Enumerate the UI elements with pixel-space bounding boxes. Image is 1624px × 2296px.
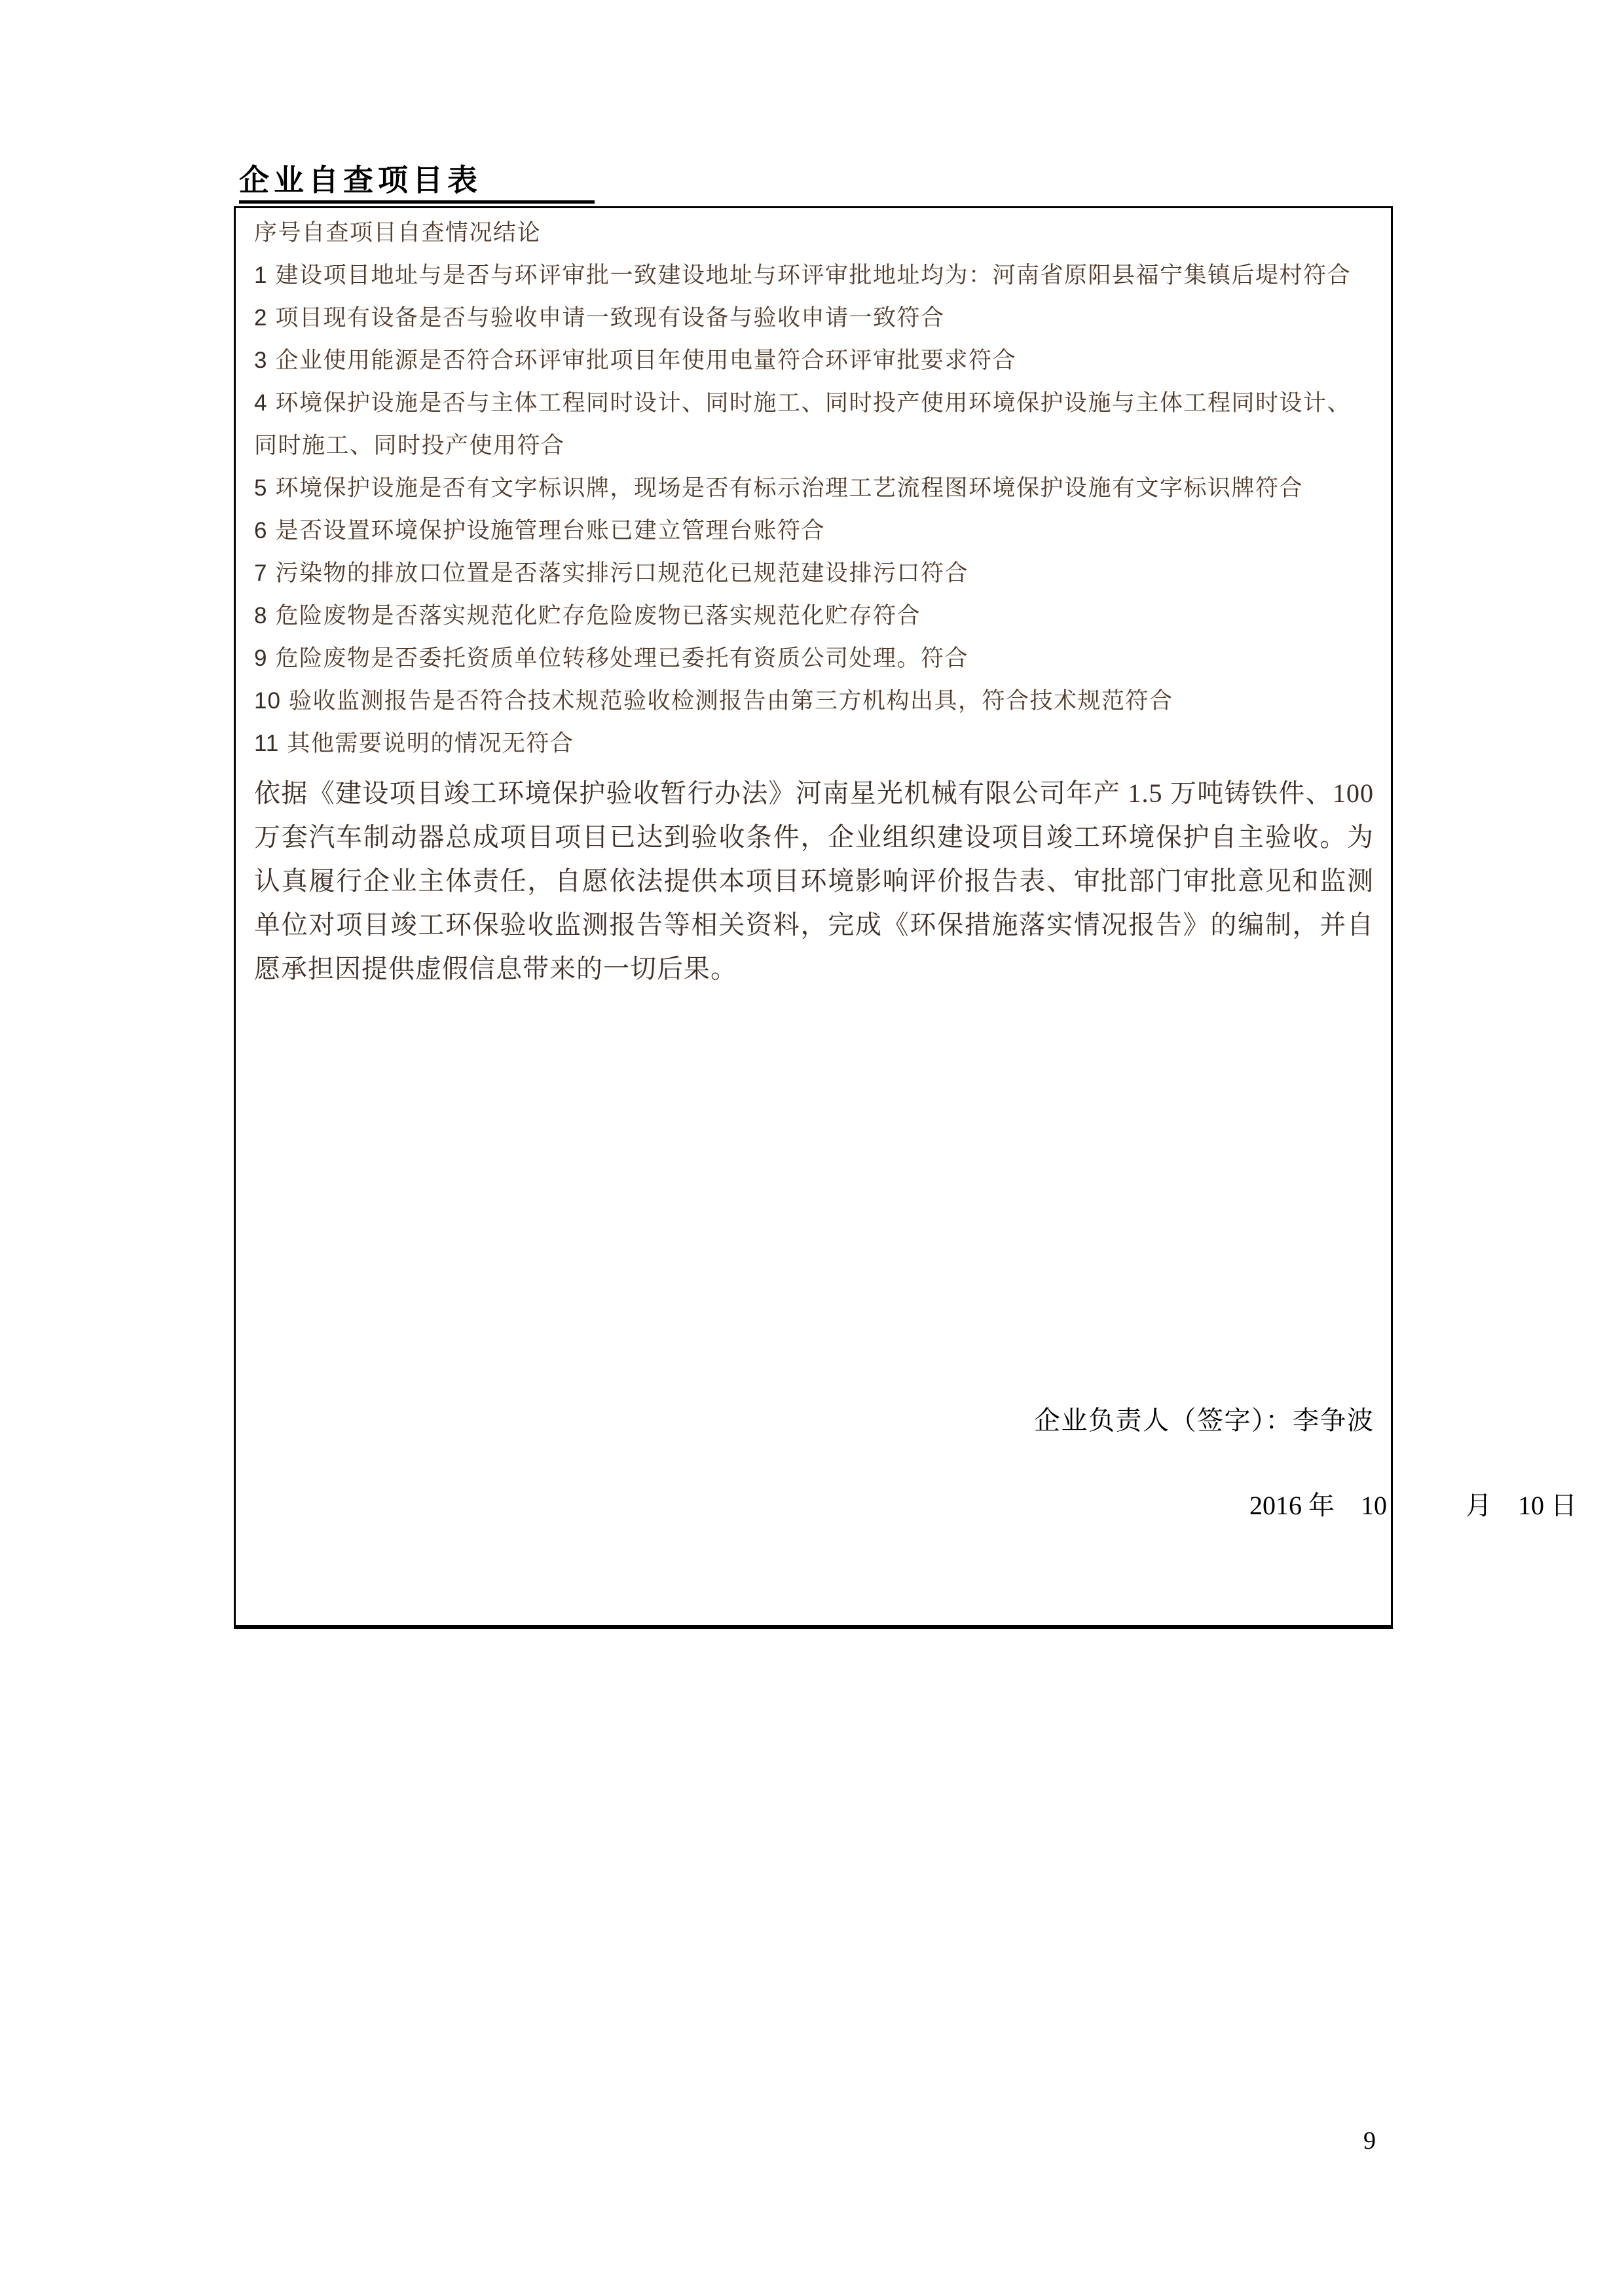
row-number: 9	[254, 646, 268, 671]
row-text: 危险废物是否落实规范化贮存危险废物已落实规范化贮存符合	[275, 603, 921, 629]
date-line: 2016 年 10 月 10 日	[1249, 1491, 1577, 1520]
declaration-paragraph: 依据《建设项目竣工环境保护验收暂行办法》河南星光机械有限公司年产 1.5 万吨铸铁件、100万套汽车制动器总成项目项目已达到验收条件，企业组织建设项目竣工环境保护自主验收。为认真履行企业主体责任，自愿依法提供本项目环境影响评价报告表、审批部门审批意见和监测单位对项目竣工环保验收监测报告等相关资料，完成《环保措施落实情况报告》的编制，并自愿承担因提供虚假信息带来的一切后果。	[254, 778, 1374, 983]
row-number: 7	[254, 560, 268, 586]
table-row	[254, 382, 1374, 424]
table-header-text: 序号自查项目自查情况结论	[254, 220, 542, 246]
table-row	[254, 722, 1374, 765]
title-underline	[239, 162, 595, 204]
row-text: 同时施工、同时投产使用符合	[254, 433, 565, 458]
row-number: 5	[254, 475, 268, 501]
row-number: 8	[254, 603, 268, 629]
table-row	[254, 254, 1374, 297]
row-number: 10	[254, 688, 281, 714]
table-row	[254, 594, 1374, 637]
table-content	[236, 208, 1391, 991]
row-text: 企业使用能源是否符合环评审批项目年使用电量符合环评审批要求符合	[275, 348, 1016, 373]
row-text: 环境保护设施是否有文字标识牌，现场是否有标示治理工艺流程图环境保护设施有文字标识牌符合	[275, 475, 1303, 501]
row-text: 危险废物是否委托资质单位转移处理已委托有资质公司处理。符合	[275, 646, 969, 671]
table-header-row	[254, 211, 1374, 254]
table-row-continuation	[254, 424, 1374, 467]
row-text: 建设项目地址与是否与环评审批一致建设地址与环评审批地址均为：河南省原阳县福宁集镇后堤村符合	[275, 263, 1351, 288]
row-number: 3	[254, 348, 268, 373]
row-text: 污染物的排放口位置是否落实排污口规范化已规范建设排污口符合	[275, 560, 969, 586]
row-text: 验收监测报告是否符合技术规范验收检测报告由第三方机构出具，符合技术规范符合	[288, 688, 1173, 714]
table-row	[254, 297, 1374, 339]
page-title: 企业自查项目表	[239, 163, 482, 197]
row-number: 4	[254, 390, 268, 416]
row-number: 6	[254, 518, 268, 543]
row-number: 1	[254, 263, 268, 288]
row-text: 是否设置环境保护设施管理台账已建立管理台账符合	[275, 518, 825, 543]
row-text: 其他需要说明的情况无符合	[287, 731, 574, 756]
table-row	[254, 637, 1374, 680]
table-row	[254, 339, 1374, 382]
row-number: 11	[254, 731, 280, 756]
row-number: 2	[254, 305, 268, 331]
row-text: 环境保护设施是否与主体工程同时设计、同时施工、同时投产使用环境保护设施与主体工程同时设计、	[275, 390, 1351, 416]
page-number: 9	[1363, 2127, 1376, 2155]
table-row	[254, 680, 1374, 722]
self-check-table	[234, 206, 1577, 1629]
table-row	[254, 552, 1374, 594]
row-text: 项目现有设备是否与验收申请一致现有设备与验收申请一致符合	[275, 305, 945, 331]
table-row	[254, 467, 1374, 509]
table-row	[254, 509, 1374, 552]
signature-line: 企业负责人（签字）：李争波	[1034, 1406, 1375, 1435]
